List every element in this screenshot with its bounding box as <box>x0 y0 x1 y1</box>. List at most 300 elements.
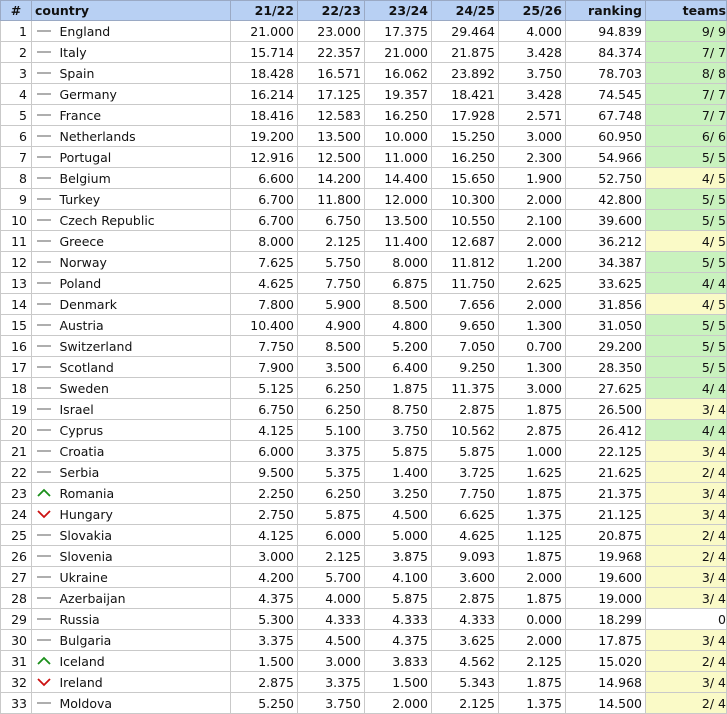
season-2425-value: 2.875 <box>432 588 499 609</box>
season-2425-value: 4.625 <box>432 525 499 546</box>
country-name: Bulgaria <box>57 630 231 651</box>
season-2122-value: 2.875 <box>231 672 298 693</box>
season-2526-value: 3.000 <box>499 126 566 147</box>
column-header-season-2223[interactable]: 22/23 <box>298 1 365 21</box>
table-row <box>1 546 727 567</box>
row-index: 9 <box>1 189 32 210</box>
table-row <box>1 315 727 336</box>
trend-cell <box>32 63 57 84</box>
teams-value: 3/ 4 <box>646 630 727 651</box>
season-2425-value: 15.250 <box>432 126 499 147</box>
table-row <box>1 42 727 63</box>
trend-cell <box>32 147 57 168</box>
season-2223-value: 5.900 <box>298 294 365 315</box>
season-2122-value: 7.900 <box>231 357 298 378</box>
ranking-value: 21.125 <box>566 504 646 525</box>
season-2223-value: 11.800 <box>298 189 365 210</box>
trend-cell <box>32 609 57 630</box>
ranking-value: 26.412 <box>566 420 646 441</box>
season-2526-value: 1.300 <box>499 315 566 336</box>
trend-same-icon <box>36 277 52 289</box>
season-2324-value: 11.000 <box>365 147 432 168</box>
table-row <box>1 525 727 546</box>
table-row <box>1 504 727 525</box>
trend-cell <box>32 168 57 189</box>
trend-same-icon <box>36 466 52 478</box>
season-2425-value: 16.250 <box>432 147 499 168</box>
season-2223-value: 13.500 <box>298 126 365 147</box>
row-index: 1 <box>1 21 32 42</box>
season-2526-value: 4.000 <box>499 21 566 42</box>
ranking-value: 22.125 <box>566 441 646 462</box>
season-2526-value: 2.125 <box>499 651 566 672</box>
trend-same-icon <box>36 67 52 79</box>
season-2324-value: 8.750 <box>365 399 432 420</box>
table-row <box>1 609 727 630</box>
teams-value: 2/ 4 <box>646 546 727 567</box>
trend-same-icon <box>36 151 52 163</box>
season-2122-value: 4.625 <box>231 273 298 294</box>
season-2223-value: 22.357 <box>298 42 365 63</box>
season-2223-value: 6.250 <box>298 378 365 399</box>
table-row <box>1 294 727 315</box>
trend-cell <box>32 294 57 315</box>
season-2324-value: 6.400 <box>365 357 432 378</box>
trend-same-icon <box>36 25 52 37</box>
country-name: France <box>57 105 231 126</box>
country-name: Turkey <box>57 189 231 210</box>
column-header-season-2425[interactable]: 24/25 <box>432 1 499 21</box>
row-index: 3 <box>1 63 32 84</box>
ranking-value: 20.875 <box>566 525 646 546</box>
trend-cell <box>32 357 57 378</box>
season-2122-value: 7.800 <box>231 294 298 315</box>
season-2526-value: 2.000 <box>499 567 566 588</box>
teams-value: 3/ 4 <box>646 672 727 693</box>
column-header-season-2122[interactable]: 21/22 <box>231 1 298 21</box>
season-2526-value: 3.750 <box>499 63 566 84</box>
trend-cell <box>32 315 57 336</box>
season-2425-value: 9.650 <box>432 315 499 336</box>
row-index: 31 <box>1 651 32 672</box>
trend-cell <box>32 504 57 525</box>
season-2223-value: 2.125 <box>298 231 365 252</box>
season-2526-value: 0.000 <box>499 609 566 630</box>
season-2425-value: 21.875 <box>432 42 499 63</box>
country-name: Belgium <box>57 168 231 189</box>
season-2425-value: 10.300 <box>432 189 499 210</box>
ranking-value: 67.748 <box>566 105 646 126</box>
ranking-value: 14.500 <box>566 693 646 714</box>
season-2122-value: 6.750 <box>231 399 298 420</box>
season-2526-value: 1.300 <box>499 357 566 378</box>
country-name: Slovakia <box>57 525 231 546</box>
season-2122-value: 12.916 <box>231 147 298 168</box>
trend-cell <box>32 462 57 483</box>
season-2526-value: 1.875 <box>499 588 566 609</box>
country-name: Cyprus <box>57 420 231 441</box>
trend-same-icon <box>36 697 52 709</box>
season-2223-value: 4.333 <box>298 609 365 630</box>
season-2122-value: 5.250 <box>231 693 298 714</box>
season-2425-value: 2.125 <box>432 693 499 714</box>
table-row <box>1 378 727 399</box>
country-name: Ireland <box>57 672 231 693</box>
season-2425-value: 4.333 <box>432 609 499 630</box>
row-index: 29 <box>1 609 32 630</box>
row-index: 32 <box>1 672 32 693</box>
season-2324-value: 10.000 <box>365 126 432 147</box>
season-2425-value: 3.725 <box>432 462 499 483</box>
table-row <box>1 483 727 504</box>
column-header-teams[interactable]: teams <box>646 1 727 21</box>
ranking-value: 19.968 <box>566 546 646 567</box>
ranking-value: 74.545 <box>566 84 646 105</box>
season-2223-value: 7.750 <box>298 273 365 294</box>
row-index: 25 <box>1 525 32 546</box>
trend-cell <box>32 84 57 105</box>
trend-cell <box>32 21 57 42</box>
season-2425-value: 2.875 <box>432 399 499 420</box>
row-index: 20 <box>1 420 32 441</box>
trend-same-icon <box>36 172 52 184</box>
season-2324-value: 1.500 <box>365 672 432 693</box>
teams-value: 3/ 4 <box>646 567 727 588</box>
trend-same-icon <box>36 613 52 625</box>
season-2324-value: 12.000 <box>365 189 432 210</box>
teams-value: 5/ 5 <box>646 315 727 336</box>
season-2223-value: 17.125 <box>298 84 365 105</box>
season-2324-value: 3.875 <box>365 546 432 567</box>
row-index: 27 <box>1 567 32 588</box>
season-2324-value: 4.500 <box>365 504 432 525</box>
season-2223-value: 4.500 <box>298 630 365 651</box>
season-2526-value: 3.000 <box>499 378 566 399</box>
teams-value: 4/ 4 <box>646 378 727 399</box>
row-index: 28 <box>1 588 32 609</box>
trend-up-icon <box>36 655 52 667</box>
ranking-value: 36.212 <box>566 231 646 252</box>
trend-same-icon <box>36 319 52 331</box>
season-2324-value: 3.750 <box>365 420 432 441</box>
teams-value: 3/ 4 <box>646 399 727 420</box>
country-name: Denmark <box>57 294 231 315</box>
column-header-country[interactable]: country <box>32 1 231 21</box>
season-2122-value: 15.714 <box>231 42 298 63</box>
season-2526-value: 1.875 <box>499 399 566 420</box>
country-name: Scotland <box>57 357 231 378</box>
season-2526-value: 1.900 <box>499 168 566 189</box>
trend-same-icon <box>36 340 52 352</box>
teams-value: 7/ 7 <box>646 42 727 63</box>
trend-same-icon <box>36 130 52 142</box>
season-2324-value: 17.375 <box>365 21 432 42</box>
ranking-value: 19.000 <box>566 588 646 609</box>
table-row <box>1 420 727 441</box>
row-index: 24 <box>1 504 32 525</box>
teams-value: 2/ 4 <box>646 462 727 483</box>
trend-cell <box>32 420 57 441</box>
table-row <box>1 672 727 693</box>
season-2425-value: 4.562 <box>432 651 499 672</box>
country-name: Russia <box>57 609 231 630</box>
season-2122-value: 4.125 <box>231 420 298 441</box>
season-2223-value: 3.375 <box>298 672 365 693</box>
season-2425-value: 15.650 <box>432 168 499 189</box>
teams-value: 4/ 5 <box>646 168 727 189</box>
season-2324-value: 8.000 <box>365 252 432 273</box>
season-2324-value: 1.875 <box>365 378 432 399</box>
season-2425-value: 9.250 <box>432 357 499 378</box>
season-2526-value: 2.625 <box>499 273 566 294</box>
season-2223-value: 4.000 <box>298 588 365 609</box>
column-header-ranking[interactable]: ranking <box>566 1 646 21</box>
season-2526-value: 2.000 <box>499 189 566 210</box>
season-2324-value: 3.250 <box>365 483 432 504</box>
season-2122-value: 6.600 <box>231 168 298 189</box>
ranking-value: 17.875 <box>566 630 646 651</box>
row-index: 13 <box>1 273 32 294</box>
row-index: 33 <box>1 693 32 714</box>
trend-same-icon <box>36 634 52 646</box>
table-row <box>1 210 727 231</box>
row-index: 15 <box>1 315 32 336</box>
teams-value: 7/ 7 <box>646 105 727 126</box>
season-2122-value: 5.300 <box>231 609 298 630</box>
teams-value: 5/ 5 <box>646 189 727 210</box>
season-2425-value: 11.750 <box>432 273 499 294</box>
ranking-value: 27.625 <box>566 378 646 399</box>
season-2324-value: 19.357 <box>365 84 432 105</box>
country-name: Poland <box>57 273 231 294</box>
column-header-season-2526[interactable]: 25/26 <box>499 1 566 21</box>
table-row <box>1 273 727 294</box>
season-2425-value: 12.687 <box>432 231 499 252</box>
season-2526-value: 1.875 <box>499 483 566 504</box>
season-2122-value: 16.214 <box>231 84 298 105</box>
country-name: Sweden <box>57 378 231 399</box>
country-name: Portugal <box>57 147 231 168</box>
country-name: Romania <box>57 483 231 504</box>
country-name: Netherlands <box>57 126 231 147</box>
season-2526-value: 2.875 <box>499 420 566 441</box>
season-2122-value: 6.000 <box>231 441 298 462</box>
season-2122-value: 9.500 <box>231 462 298 483</box>
teams-value: 2/ 4 <box>646 693 727 714</box>
ranking-value: 60.950 <box>566 126 646 147</box>
table-row <box>1 336 727 357</box>
season-2122-value: 2.250 <box>231 483 298 504</box>
trend-cell <box>32 210 57 231</box>
ranking-value: 94.839 <box>566 21 646 42</box>
season-2324-value: 6.875 <box>365 273 432 294</box>
season-2122-value: 1.500 <box>231 651 298 672</box>
season-2324-value: 21.000 <box>365 42 432 63</box>
season-2122-value: 4.200 <box>231 567 298 588</box>
teams-value: 5/ 5 <box>646 147 727 168</box>
row-index: 21 <box>1 441 32 462</box>
ranking-value: 31.856 <box>566 294 646 315</box>
season-2223-value: 12.500 <box>298 147 365 168</box>
country-name: Azerbaijan <box>57 588 231 609</box>
trend-down-icon <box>36 676 52 688</box>
season-2526-value: 3.428 <box>499 42 566 63</box>
season-2324-value: 13.500 <box>365 210 432 231</box>
teams-value: 5/ 5 <box>646 336 727 357</box>
country-name: Spain <box>57 63 231 84</box>
country-name: Hungary <box>57 504 231 525</box>
country-name: England <box>57 21 231 42</box>
season-2122-value: 6.700 <box>231 189 298 210</box>
country-name: Czech Republic <box>57 210 231 231</box>
teams-value: 5/ 5 <box>646 357 727 378</box>
trend-same-icon <box>36 382 52 394</box>
trend-same-icon <box>36 193 52 205</box>
season-2223-value: 14.200 <box>298 168 365 189</box>
season-2526-value: 1.625 <box>499 462 566 483</box>
table-row <box>1 357 727 378</box>
season-2122-value: 21.000 <box>231 21 298 42</box>
trend-same-icon <box>36 256 52 268</box>
season-2223-value: 5.875 <box>298 504 365 525</box>
trend-same-icon <box>36 550 52 562</box>
trend-cell <box>32 378 57 399</box>
season-2324-value: 16.250 <box>365 105 432 126</box>
season-2526-value: 2.000 <box>499 231 566 252</box>
season-2223-value: 3.000 <box>298 651 365 672</box>
teams-value: 4/ 5 <box>646 231 727 252</box>
trend-cell <box>32 105 57 126</box>
table-row <box>1 63 727 84</box>
season-2122-value: 2.750 <box>231 504 298 525</box>
season-2223-value: 3.500 <box>298 357 365 378</box>
row-index: 30 <box>1 630 32 651</box>
teams-value: 7/ 7 <box>646 84 727 105</box>
country-name: Austria <box>57 315 231 336</box>
season-2425-value: 18.421 <box>432 84 499 105</box>
season-2324-value: 4.375 <box>365 630 432 651</box>
header-row <box>1 1 727 21</box>
season-2425-value: 7.656 <box>432 294 499 315</box>
season-2425-value: 11.812 <box>432 252 499 273</box>
ranking-value: 84.374 <box>566 42 646 63</box>
season-2122-value: 5.125 <box>231 378 298 399</box>
season-2425-value: 10.562 <box>432 420 499 441</box>
teams-value: 0 <box>646 609 727 630</box>
trend-cell <box>32 651 57 672</box>
trend-cell <box>32 42 57 63</box>
country-name: Israel <box>57 399 231 420</box>
season-2425-value: 3.625 <box>432 630 499 651</box>
season-2223-value: 4.900 <box>298 315 365 336</box>
ranking-value: 19.600 <box>566 567 646 588</box>
trend-same-icon <box>36 403 52 415</box>
teams-value: 8/ 8 <box>646 63 727 84</box>
country-name: Ukraine <box>57 567 231 588</box>
teams-value: 2/ 4 <box>646 651 727 672</box>
season-2122-value: 19.200 <box>231 126 298 147</box>
season-2122-value: 10.400 <box>231 315 298 336</box>
ranking-value: 31.050 <box>566 315 646 336</box>
season-2223-value: 5.750 <box>298 252 365 273</box>
teams-value: 4/ 4 <box>646 273 727 294</box>
season-2122-value: 18.428 <box>231 63 298 84</box>
trend-same-icon <box>36 445 52 457</box>
table-row <box>1 168 727 189</box>
trend-same-icon <box>36 109 52 121</box>
season-2223-value: 12.583 <box>298 105 365 126</box>
season-2425-value: 5.343 <box>432 672 499 693</box>
season-2526-value: 2.000 <box>499 630 566 651</box>
trend-same-icon <box>36 298 52 310</box>
ranking-value: 34.387 <box>566 252 646 273</box>
trend-cell <box>32 231 57 252</box>
trend-cell <box>32 252 57 273</box>
season-2425-value: 23.892 <box>432 63 499 84</box>
column-header-index[interactable]: # <box>1 1 32 21</box>
season-2223-value: 5.700 <box>298 567 365 588</box>
column-header-season-2324[interactable]: 23/24 <box>365 1 432 21</box>
season-2122-value: 4.125 <box>231 525 298 546</box>
season-2425-value: 3.600 <box>432 567 499 588</box>
season-2425-value: 17.928 <box>432 105 499 126</box>
table-row <box>1 189 727 210</box>
ranking-value: 78.703 <box>566 63 646 84</box>
trend-cell <box>32 693 57 714</box>
ranking-value: 29.200 <box>566 336 646 357</box>
season-2223-value: 3.375 <box>298 441 365 462</box>
teams-value: 6/ 6 <box>646 126 727 147</box>
ranking-value: 33.625 <box>566 273 646 294</box>
table-row <box>1 105 727 126</box>
country-name: Switzerland <box>57 336 231 357</box>
season-2526-value: 2.000 <box>499 294 566 315</box>
ranking-value: 21.625 <box>566 462 646 483</box>
season-2324-value: 4.333 <box>365 609 432 630</box>
season-2526-value: 1.875 <box>499 546 566 567</box>
row-index: 5 <box>1 105 32 126</box>
country-name: Moldova <box>57 693 231 714</box>
season-2324-value: 1.400 <box>365 462 432 483</box>
table-row <box>1 693 727 714</box>
table-row <box>1 441 727 462</box>
season-2122-value: 7.750 <box>231 336 298 357</box>
trend-cell <box>32 273 57 294</box>
season-2324-value: 4.800 <box>365 315 432 336</box>
season-2425-value: 6.625 <box>432 504 499 525</box>
season-2526-value: 1.375 <box>499 693 566 714</box>
country-name: Croatia <box>57 441 231 462</box>
season-2425-value: 9.093 <box>432 546 499 567</box>
trend-cell <box>32 672 57 693</box>
trend-same-icon <box>36 571 52 583</box>
table-row <box>1 231 727 252</box>
table-row <box>1 147 727 168</box>
trend-cell <box>32 399 57 420</box>
season-2526-value: 1.000 <box>499 441 566 462</box>
trend-same-icon <box>36 214 52 226</box>
trend-cell <box>32 630 57 651</box>
season-2324-value: 5.875 <box>365 441 432 462</box>
trend-same-icon <box>36 88 52 100</box>
season-2526-value: 0.700 <box>499 336 566 357</box>
season-2223-value: 6.750 <box>298 210 365 231</box>
season-2324-value: 16.062 <box>365 63 432 84</box>
trend-cell <box>32 525 57 546</box>
season-2223-value: 23.000 <box>298 21 365 42</box>
row-index: 12 <box>1 252 32 273</box>
season-2122-value: 3.000 <box>231 546 298 567</box>
